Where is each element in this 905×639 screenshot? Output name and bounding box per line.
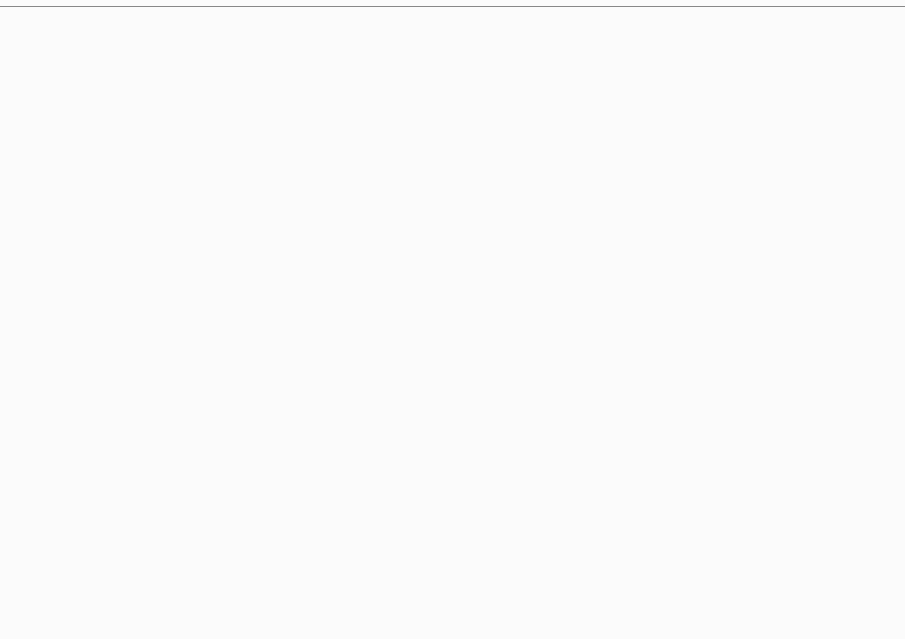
scan-border-line	[0, 6, 905, 7]
